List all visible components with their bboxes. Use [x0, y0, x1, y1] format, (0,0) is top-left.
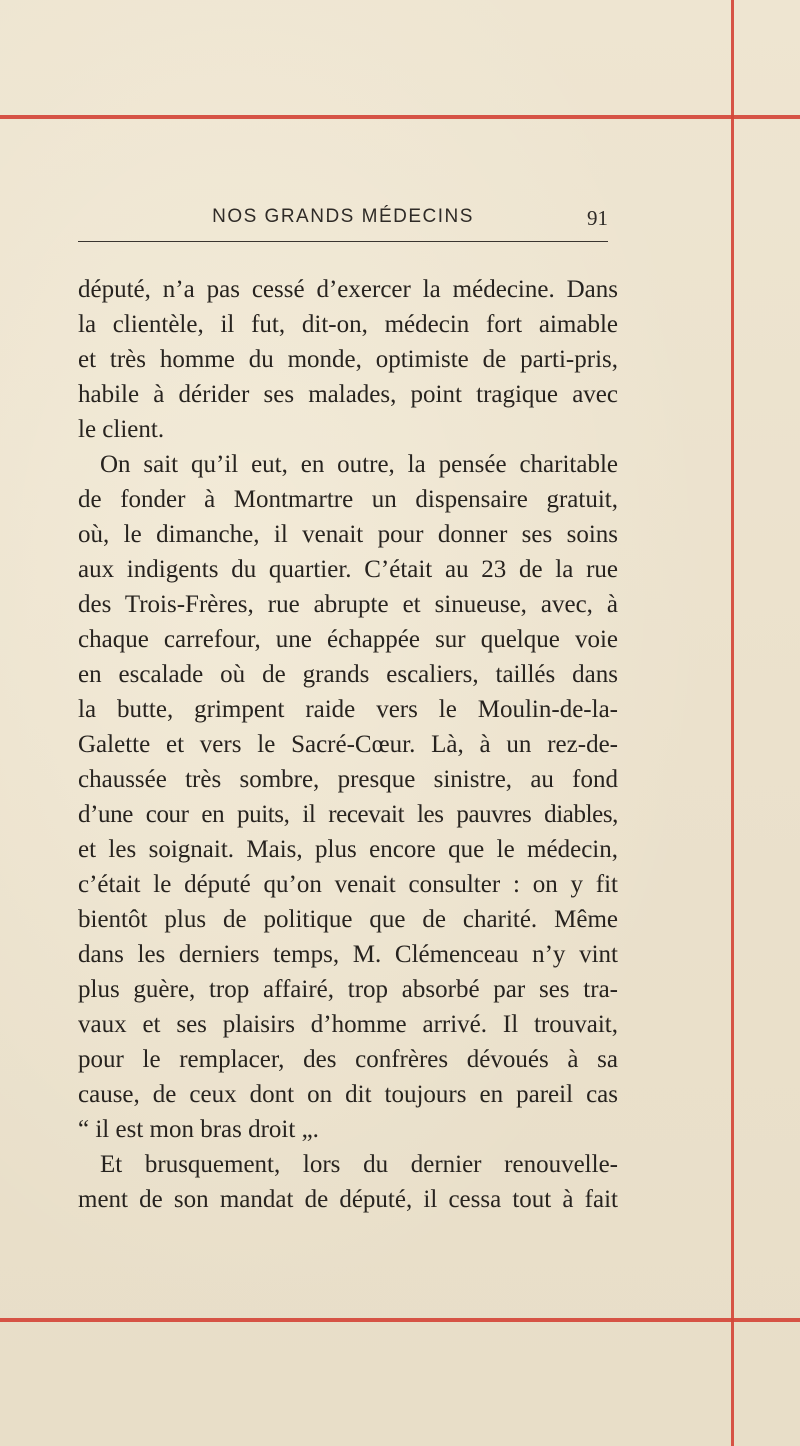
page-number: 91 — [587, 206, 608, 230]
text-line: et les soignait. Mais, plus encore que le médecin, — [78, 836, 618, 863]
text-line: plus guère, trop affairé, trop absorbé par ses tra- — [78, 976, 618, 1003]
text-line: “ il est mon bras droit „. — [78, 1116, 319, 1143]
text-line: pour le remplacer, des confrères dévoués à sa — [78, 1046, 618, 1073]
text-line: d’une cour en puits, il recevait les pauvres diables, — [78, 801, 618, 828]
text-line: et très homme du monde, optimiste de parti-pris, — [78, 346, 618, 373]
text-line: des Trois-Frères, rue abrupte et sinueuse, avec, à — [78, 591, 618, 618]
text-line: aux indigents du quartier. C’était au 23 de la rue — [78, 556, 618, 583]
running-title: NOS GRANDS MÉDECINS — [212, 206, 474, 227]
text-line: c’était le député qu’on venait consulter : on y fit — [78, 871, 618, 898]
text-line: chaque carrefour, une échappée sur quelque voie — [78, 626, 618, 653]
text-line: de fonder à Montmartre un dispensaire gratuit, — [78, 486, 618, 513]
text-line: Galette et vers le Sacré-Cœur. Là, à un rez-de- — [78, 731, 618, 758]
text-line: dans les derniers temps, M. Clémenceau n’y vint — [78, 941, 618, 968]
top-red-rule — [0, 115, 800, 119]
text-line: la butte, grimpent raide vers le Moulin-de-la- — [78, 696, 618, 723]
text-line: le client. — [78, 416, 165, 443]
text-line: ment de son mandat de député, il cessa tout à fait — [78, 1186, 618, 1213]
text-line: où, le dimanche, il venait pour donner ses soins — [78, 521, 618, 548]
header-divider — [78, 241, 608, 242]
page-header — [78, 204, 608, 234]
text-line: chaussée très sombre, presque sinistre, au fond — [78, 766, 618, 793]
text-line: bientôt plus de politique que de charité. Même — [78, 906, 618, 933]
right-red-rule — [731, 0, 734, 1446]
text-line: en escalade où de grands escaliers, taillés dans — [78, 661, 618, 688]
text-line: cause, de ceux dont on dit toujours en pareil cas — [78, 1081, 618, 1108]
text-line: habile à dérider ses malades, point tragique avec — [78, 381, 618, 408]
text-line: On sait qu’il eut, en outre, la pensée charitable — [100, 451, 618, 478]
text-line: la clientèle, il fut, dit-on, médecin fort aimable — [78, 311, 618, 338]
text-line: Et brusquement, lors du dernier renouvelle- — [100, 1151, 618, 1178]
body-text — [78, 272, 618, 1217]
text-line: vaux et ses plaisirs d’homme arrivé. Il trouvait, — [78, 1011, 618, 1038]
bottom-red-rule — [0, 1318, 800, 1322]
text-line: député, n’a pas cessé d’exercer la médecine. Dans — [78, 276, 618, 303]
